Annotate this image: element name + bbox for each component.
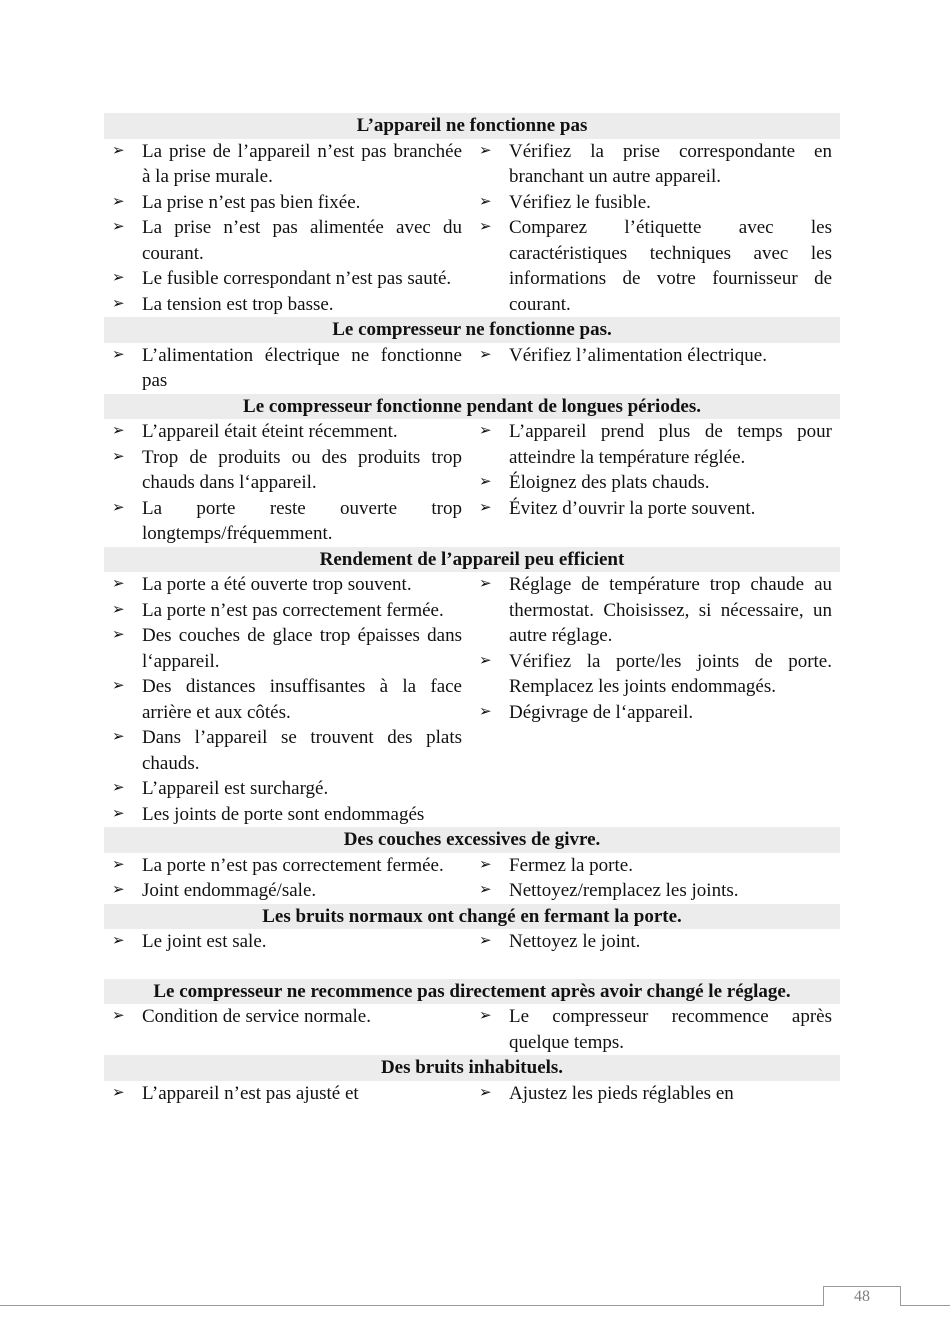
solution-text: Vérifiez la prise correspondante en branchant un autre appareil. xyxy=(509,140,832,187)
solutions-column xyxy=(472,1004,840,1055)
causes-column xyxy=(104,853,472,904)
causes-column xyxy=(104,572,472,827)
solutions-column xyxy=(472,1081,840,1107)
cause-text: La porte reste ouverte trop longtemps/fréquemment. xyxy=(142,497,462,544)
arrow-bullet-icon: ➢ xyxy=(479,652,492,669)
solutions-column xyxy=(472,929,840,955)
arrow-bullet-icon: ➢ xyxy=(479,423,492,439)
arrow-bullet-icon: ➢ xyxy=(479,1084,492,1101)
section-columns xyxy=(104,343,840,394)
arrow-bullet-icon: ➢ xyxy=(112,780,125,796)
cause-text: Le fusible correspondant n’est pas sauté. xyxy=(142,268,452,289)
arrow-bullet-icon: ➢ xyxy=(112,448,125,465)
arrow-bullet-icon: ➢ xyxy=(112,729,125,745)
arrow-bullet-icon: ➢ xyxy=(479,219,492,235)
section-columns xyxy=(104,929,840,955)
solutions-column xyxy=(472,139,840,318)
arrow-bullet-icon: ➢ xyxy=(112,142,125,159)
trouble-section xyxy=(104,827,840,904)
trouble-section xyxy=(104,904,840,955)
solution-item xyxy=(479,190,832,216)
solution-text: L’appareil prend plus de temps pour atteindre la température réglée. xyxy=(509,421,832,468)
solution-item xyxy=(479,215,832,317)
solution-item xyxy=(479,496,832,522)
cause-text: Dans l’appareil se trouvent des plats chauds. xyxy=(142,727,462,774)
arrow-bullet-icon: ➢ xyxy=(112,576,125,592)
causes-column xyxy=(104,343,472,394)
section-heading: Les bruits normaux ont changé en fermant la porte. xyxy=(104,904,840,930)
solution-item xyxy=(479,929,832,955)
section-heading: Le compresseur ne fonctionne pas. xyxy=(104,317,840,343)
cause-item xyxy=(112,674,462,725)
section-columns xyxy=(104,419,840,547)
solution-text: Dégivrage de l‘appareil. xyxy=(509,701,694,723)
cause-text: L’alimentation électrique ne fonctionne pas xyxy=(142,344,462,391)
solution-item xyxy=(479,343,832,369)
arrow-bullet-icon: ➢ xyxy=(112,933,125,949)
solution-text: Comparez l’étiquette avec les caractéristiques techniques avec les informations de votre fournisseur de courant. xyxy=(509,217,832,315)
cause-text: La porte n’est pas correctement fermée. xyxy=(142,599,444,621)
cause-item xyxy=(112,802,462,828)
arrow-bullet-icon: ➢ xyxy=(112,423,125,439)
section-heading: Rendement de l’appareil peu efficient xyxy=(104,547,840,573)
cause-text: Des couches de glace trop épaisses dans l‘appareil. xyxy=(142,625,462,672)
causes-column xyxy=(104,139,472,318)
arrow-bullet-icon: ➢ xyxy=(112,219,125,235)
solution-text: Le compresseur recommence après quelque temps. xyxy=(509,1006,832,1053)
cause-item xyxy=(112,598,462,624)
page-number: 48 xyxy=(854,1288,870,1305)
arrow-bullet-icon: ➢ xyxy=(112,805,125,822)
solution-item xyxy=(479,1004,832,1055)
cause-item xyxy=(112,853,462,879)
arrow-bullet-icon: ➢ xyxy=(479,474,492,490)
cause-text: Le joint est sale. xyxy=(142,931,267,952)
solutions-column xyxy=(472,419,840,547)
arrow-bullet-icon: ➢ xyxy=(479,703,492,720)
section-columns xyxy=(104,853,840,904)
cause-text: La prise de l’appareil n’est pas branchée à la prise murale. xyxy=(142,140,462,187)
cause-item xyxy=(112,190,462,216)
arrow-bullet-icon: ➢ xyxy=(479,346,492,363)
section-heading: Des couches excessives de givre. xyxy=(104,827,840,853)
cause-text: Joint endommagé/sale. xyxy=(142,880,317,901)
solution-text: Nettoyez le joint. xyxy=(509,931,641,952)
footer-rule xyxy=(0,1305,950,1306)
solution-item xyxy=(479,700,832,726)
solution-text: Fermez la porte. xyxy=(509,854,633,876)
arrow-bullet-icon: ➢ xyxy=(479,856,492,873)
section-columns xyxy=(104,1004,840,1055)
section-heading: L’appareil ne fonctionne pas xyxy=(104,113,840,139)
cause-text: L’appareil n’est pas ajusté et xyxy=(142,1082,359,1104)
arrow-bullet-icon: ➢ xyxy=(479,882,492,898)
solution-item xyxy=(479,853,832,879)
causes-column xyxy=(104,929,472,955)
cause-item xyxy=(112,215,462,266)
section-columns xyxy=(104,139,840,318)
section-heading: Le compresseur fonctionne pendant de longues périodes. xyxy=(104,394,840,420)
cause-text: Condition de service normale. xyxy=(142,1006,371,1027)
arrow-bullet-icon: ➢ xyxy=(479,933,492,949)
causes-column xyxy=(104,1081,472,1107)
solution-text: Réglage de température trop chaude au thermostat. Choisissez, si nécessaire, un autre réglage. xyxy=(509,574,832,646)
cause-text: La porte n’est pas correctement fermée. xyxy=(142,854,444,876)
solution-item xyxy=(479,470,832,496)
cause-text: La tension est trop basse. xyxy=(142,293,334,315)
cause-item xyxy=(112,572,462,598)
solution-item xyxy=(479,419,832,470)
trouble-section xyxy=(104,394,840,547)
solution-text: Éloignez des plats chauds. xyxy=(509,472,710,493)
cause-item xyxy=(112,1081,462,1107)
cause-text: L’appareil est surchargé. xyxy=(142,778,329,799)
arrow-bullet-icon: ➢ xyxy=(479,1008,492,1024)
trouble-section xyxy=(104,113,840,317)
solution-text: Évitez d’ouvrir la porte souvent. xyxy=(509,497,756,519)
cause-text: La porte a été ouverte trop souvent. xyxy=(142,574,412,595)
trouble-section xyxy=(104,979,840,1056)
solution-text: Nettoyez/remplacez les joints. xyxy=(509,880,739,901)
cause-item xyxy=(112,343,462,394)
solution-item xyxy=(479,649,832,700)
arrow-bullet-icon: ➢ xyxy=(112,627,125,643)
solution-text: Vérifiez l’alimentation électrique. xyxy=(509,344,767,366)
cause-text: L’appareil était éteint récemment. xyxy=(142,421,398,442)
arrow-bullet-icon: ➢ xyxy=(112,1008,125,1024)
cause-item xyxy=(112,139,462,190)
arrow-bullet-icon: ➢ xyxy=(112,295,125,312)
cause-text: Les joints de porte sont endommagés xyxy=(142,803,425,825)
cause-item xyxy=(112,445,462,496)
arrow-bullet-icon: ➢ xyxy=(479,499,492,516)
cause-item xyxy=(112,266,462,292)
solution-item xyxy=(479,139,832,190)
solution-item xyxy=(479,572,832,649)
cause-item xyxy=(112,929,462,955)
cause-text: Des distances insuffisantes à la face arrière et aux côtés. xyxy=(142,676,462,723)
cause-text: La prise n’est pas alimentée avec du courant. xyxy=(142,217,462,264)
arrow-bullet-icon: ➢ xyxy=(479,576,492,592)
solutions-column xyxy=(472,853,840,904)
arrow-bullet-icon: ➢ xyxy=(112,601,125,618)
section-heading: Le compresseur ne recommence pas directement après avoir changé le réglage. xyxy=(104,979,840,1005)
solution-text: Vérifiez le fusible. xyxy=(509,191,651,213)
cause-text: Trop de produits ou des produits trop chauds dans l‘appareil. xyxy=(142,446,462,493)
solution-item xyxy=(479,1081,832,1107)
cause-item xyxy=(112,878,462,904)
troubleshooting-table xyxy=(104,113,840,1106)
arrow-bullet-icon: ➢ xyxy=(112,678,125,694)
arrow-bullet-icon: ➢ xyxy=(479,193,492,210)
causes-column xyxy=(104,419,472,547)
arrow-bullet-icon: ➢ xyxy=(112,856,125,873)
cause-item xyxy=(112,725,462,776)
arrow-bullet-icon: ➢ xyxy=(112,270,125,286)
cause-item xyxy=(112,292,462,318)
cause-item xyxy=(112,1004,462,1030)
solution-text: Vérifiez la porte/les joints de porte. Remplacez les joints endommagés. xyxy=(509,650,832,697)
arrow-bullet-icon: ➢ xyxy=(112,346,125,363)
cause-item xyxy=(112,623,462,674)
arrow-bullet-icon: ➢ xyxy=(112,193,125,210)
causes-column xyxy=(104,1004,472,1055)
cause-text: La prise n’est pas bien fixée. xyxy=(142,191,361,213)
arrow-bullet-icon: ➢ xyxy=(112,499,125,516)
solution-text: Ajustez les pieds réglables en xyxy=(509,1082,734,1104)
arrow-bullet-icon: ➢ xyxy=(112,882,125,898)
section-columns xyxy=(104,1081,840,1107)
cause-item xyxy=(112,776,462,802)
trouble-section xyxy=(104,547,840,828)
solutions-column xyxy=(472,343,840,394)
solution-item xyxy=(479,878,832,904)
arrow-bullet-icon: ➢ xyxy=(112,1084,125,1101)
section-columns xyxy=(104,572,840,827)
cause-item xyxy=(112,419,462,445)
trouble-section xyxy=(104,1055,840,1106)
solutions-column xyxy=(472,572,840,827)
trouble-section xyxy=(104,317,840,394)
cause-item xyxy=(112,496,462,547)
arrow-bullet-icon: ➢ xyxy=(479,142,492,159)
section-heading: Des bruits inhabituels. xyxy=(104,1055,840,1081)
